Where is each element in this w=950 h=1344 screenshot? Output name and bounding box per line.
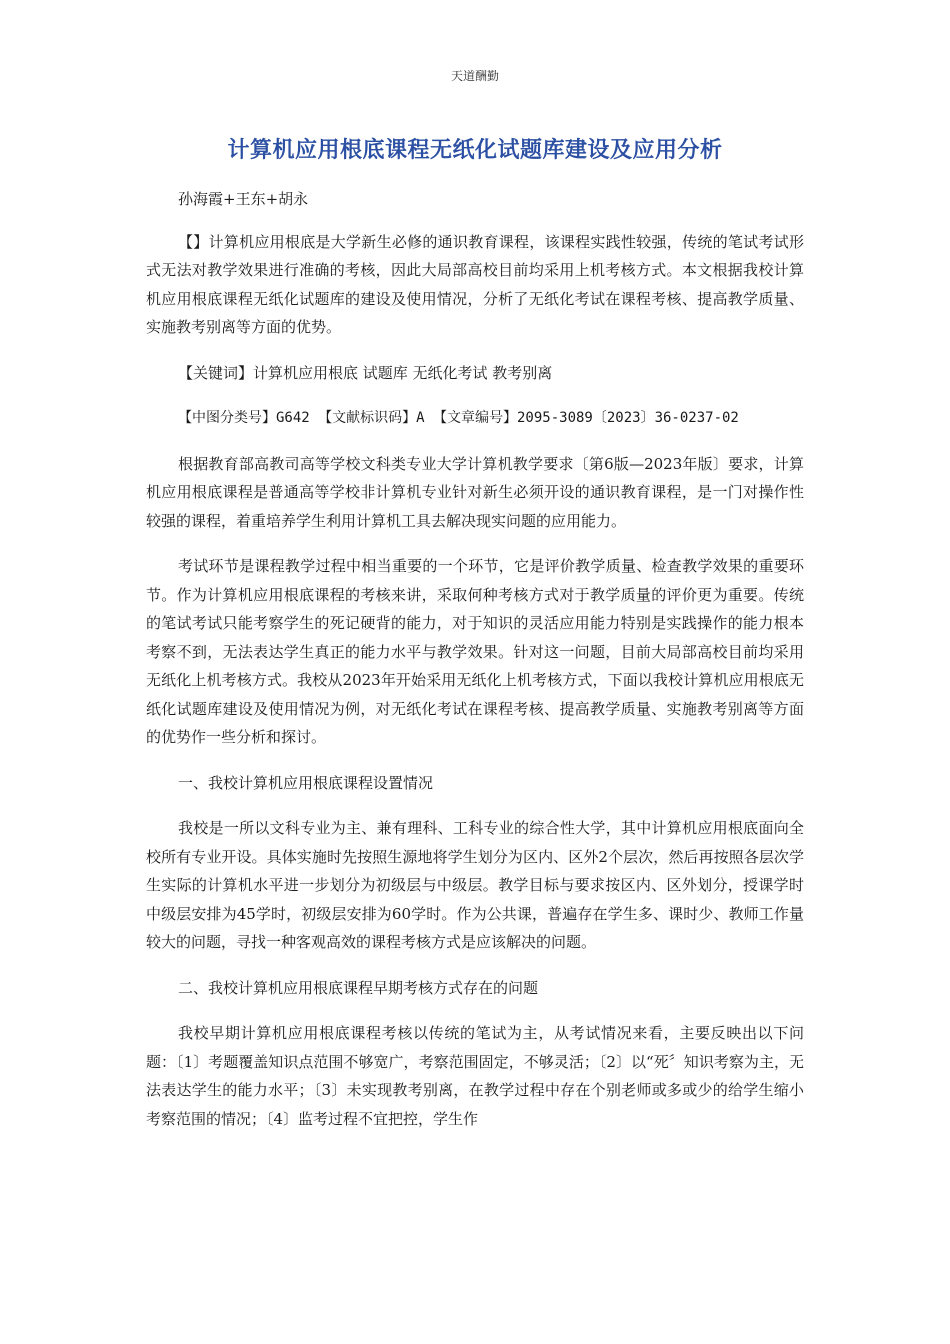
keywords: 【关键词】计算机应用根底 试题库 无纸化考试 教考别离 — [178, 363, 553, 382]
header-note: 天道酬勤 — [450, 69, 499, 83]
paragraph-4: 我校早期计算机应用根底课程考核以传统的笔试为主，从考试情况来看，主要反映出以下问题：〔1〕考题覆盖知识点范围不够宽广，考察范围固定，不够灵活；〔2〕以“死〞知识考察为主，无法表达学生的能力水平；〔3〕未实现教考别离，在教学过程中存在个别老师或多或少的给学生缩小考察范围的情况；〔4〕监考过程不宜把控，学生作 — [146, 1024, 804, 1128]
article-body — [146, 185, 804, 1133]
authors: 孙海霞+王东+胡永 — [178, 190, 309, 208]
paragraph-1: 根据教育部高教司高等学校文科类专业大学计算机教学要求〔第6版—2023年版〕要求，计算机应用根底课程是普通高等学校非计算机专业针对新生必须开设的通识教育课程，是一门对操作性较强的课程，着重培养学生利用计算机工具去解决现实问题的应用能力。 — [146, 454, 804, 530]
paragraph-3: 我校是一所以文科专业为主、兼有理科、工科专业的综合性大学，其中计算机应用根底面向全校所有专业开设。具体实施时先按照生源地将学生划分为区内、区外2个层次，然后再按照各层次学生实际的计算机水平进一步划分为初级层与中级层。教学目标与要求按区内、区外划分，授课学时中级层安排为45学时，初级层安排为60学时。作为公共课，普遍存在学生多、课时少、教师工作量较大的问题，寻找一种客观高效的课程考核方式是应该解决的问题。 — [146, 819, 804, 951]
page-title: 计算机应用根底课程无纸化试题库建设及应用分析 — [227, 138, 723, 163]
classification: 【中图分类号】G642 【文献标识码】A 【文章编号】2095-3089〔2023〕36-0237-02 — [178, 410, 739, 426]
paragraph-2: 考试环节是课程教学过程中相当重要的一个环节，它是评价教学质量、检查教学效果的重要环节。作为计算机应用根底课程的考核来讲，采取何种考核方式对于教学质量的评价更为重要。传统的笔试考试只能考察学生的死记硬背的能力，对于知识的灵活应用能力特别是实践操作的能力根本考察不到，无法表达学生真正的能力水平与教学效果。针对这一问题，目前大局部高校目前均采用无纸化上机考核方式。我校从2023年开始采用无纸化上机考核方式，下面以我校计算机应用根底无纸化试题库建设及使用情况为例，对无纸化考试在课程考核、提高教学质量、实施教考别离等方面的优势作一些分析和探讨。 — [146, 557, 804, 746]
abstract: 【】计算机应用根底是大学新生必修的通识教育课程，该课程实践性较强，传统的笔试考试形式无法对教学效果进行准确的考核，因此大局部高校目前均采用上机考核方式。本文根据我校计算机应用根底课程无纸化试题库的建设及使用情况，分析了无纸化考试在课程考核、提高教学质量、实施教考别离等方面的优势。 — [146, 232, 804, 336]
section-heading-1: 一、我校计算机应用根底课程设置情况 — [178, 773, 434, 792]
section-heading-2: 二、我校计算机应用根底课程早期考核方式存在的问题 — [178, 978, 539, 997]
